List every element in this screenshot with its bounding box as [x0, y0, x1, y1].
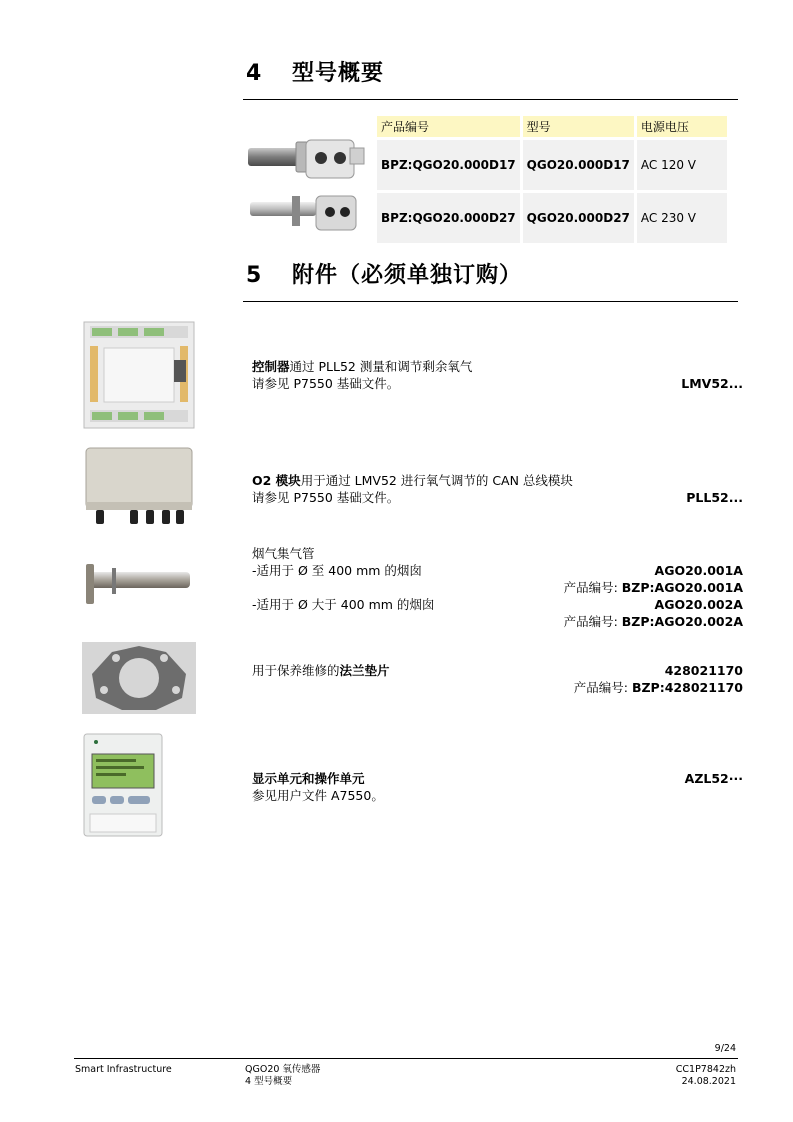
footer-product-name: QGO20 氧传感器: [245, 1064, 321, 1075]
controller-description: [252, 358, 472, 392]
table-cell: AC 230 V: [637, 193, 727, 243]
table-cell: AC 120 V: [637, 140, 727, 190]
section-rule: [243, 99, 738, 100]
table-cell: QGO20.000D27: [523, 193, 634, 243]
display-unit-code: AZL52···: [684, 771, 743, 786]
flange-gasket-description: [252, 662, 390, 679]
section-number: 5: [246, 263, 263, 288]
section-5-heading: [246, 258, 522, 289]
footer-product: [245, 1064, 320, 1088]
flange-gasket-code: 428021170: [664, 663, 743, 678]
flange-gasket-name: 法兰垫片: [339, 663, 390, 678]
controller-code: LMV52...: [681, 376, 743, 391]
flange-gasket-codes: [574, 662, 743, 696]
controller-text: 通过 PLL52 测量和调节剩余氧气: [289, 359, 473, 374]
section-4-heading: [246, 56, 384, 87]
section-title: 附件（必须单独订购）: [292, 263, 523, 288]
flange-gasket-image: [82, 642, 196, 714]
flue-gas-codes: [564, 562, 743, 630]
flue-gas-pipe-image: [82, 560, 196, 610]
section-number: 4: [246, 61, 263, 86]
o2-module-code: PLL52...: [686, 490, 743, 505]
section-rule: [243, 301, 738, 302]
table-header-row: [377, 116, 727, 137]
flue-gas-title: 烟气集气管: [252, 546, 315, 561]
table-header: 电源电压: [637, 116, 727, 137]
flue-gas-line-2: -适用于 Ø 大于 400 mm 的烟囱: [252, 597, 435, 612]
o2-module-text: 用于通过 LMV52 进行氧气调节的 CAN 总线模块: [300, 473, 573, 488]
footer-rule: [74, 1058, 738, 1059]
o2-module-description: [252, 472, 573, 506]
display-unit-reference: 参见用户文件 A7550。: [252, 788, 384, 803]
table-header: 产品编号: [377, 116, 520, 137]
footer-document: [676, 1064, 736, 1088]
flue-gas-line-1: -适用于 Ø 至 400 mm 的烟囱: [252, 563, 422, 578]
controller-image: [82, 320, 196, 430]
flue-gas-part-number-2: [564, 613, 743, 630]
o2-module-reference: 请参见 P7550 基础文件。: [252, 490, 400, 505]
table-header: 型号: [523, 116, 634, 137]
controller-name: 控制器: [252, 359, 290, 374]
part-number-label: 产品编号:: [563, 580, 622, 595]
page-number: 9/24: [714, 1043, 736, 1054]
sensor-d27-image: [248, 194, 368, 234]
flue-gas-code-2: AGO20.002A: [654, 597, 743, 612]
display-unit-name: 显示单元和操作单元: [252, 771, 365, 786]
flange-gasket-part-number: [574, 679, 743, 696]
display-unit-image: [82, 732, 164, 838]
table-cell: BPZ:QGO20.000D17: [377, 140, 520, 190]
part-number-value: BZP:AGO20.001A: [621, 580, 743, 595]
section-title: 型号概要: [292, 61, 385, 86]
part-number-value: BZP:AGO20.002A: [621, 614, 743, 629]
footer-doc-number: CC1P7842zh: [675, 1064, 736, 1075]
table-cell: QGO20.000D17: [523, 140, 634, 190]
flue-gas-code-1: AGO20.001A: [654, 563, 743, 578]
part-number-label: 产品编号:: [573, 680, 632, 695]
flue-gas-description: [252, 545, 434, 613]
table-cell: BPZ:QGO20.000D27: [377, 193, 520, 243]
o2-module-image: [82, 446, 196, 530]
controller-reference: 请参见 P7550 基础文件。: [252, 376, 400, 391]
table-row: [377, 140, 727, 190]
footer-company: Smart Infrastructure: [75, 1064, 172, 1075]
footer-date: 24.08.2021: [681, 1076, 736, 1087]
flange-gasket-text: 用于保养维修的: [252, 663, 340, 678]
flue-gas-part-number-1: [564, 579, 743, 596]
part-number-label: 产品编号:: [563, 614, 622, 629]
sensor-d17-image: [246, 136, 368, 186]
o2-module-name: O2 模块: [252, 473, 301, 488]
table-row: [377, 193, 727, 243]
model-table: [374, 113, 730, 246]
display-unit-description: [252, 770, 384, 804]
footer-section: 4 型号概要: [245, 1076, 293, 1087]
part-number-value: BZP:428021170: [631, 680, 743, 695]
